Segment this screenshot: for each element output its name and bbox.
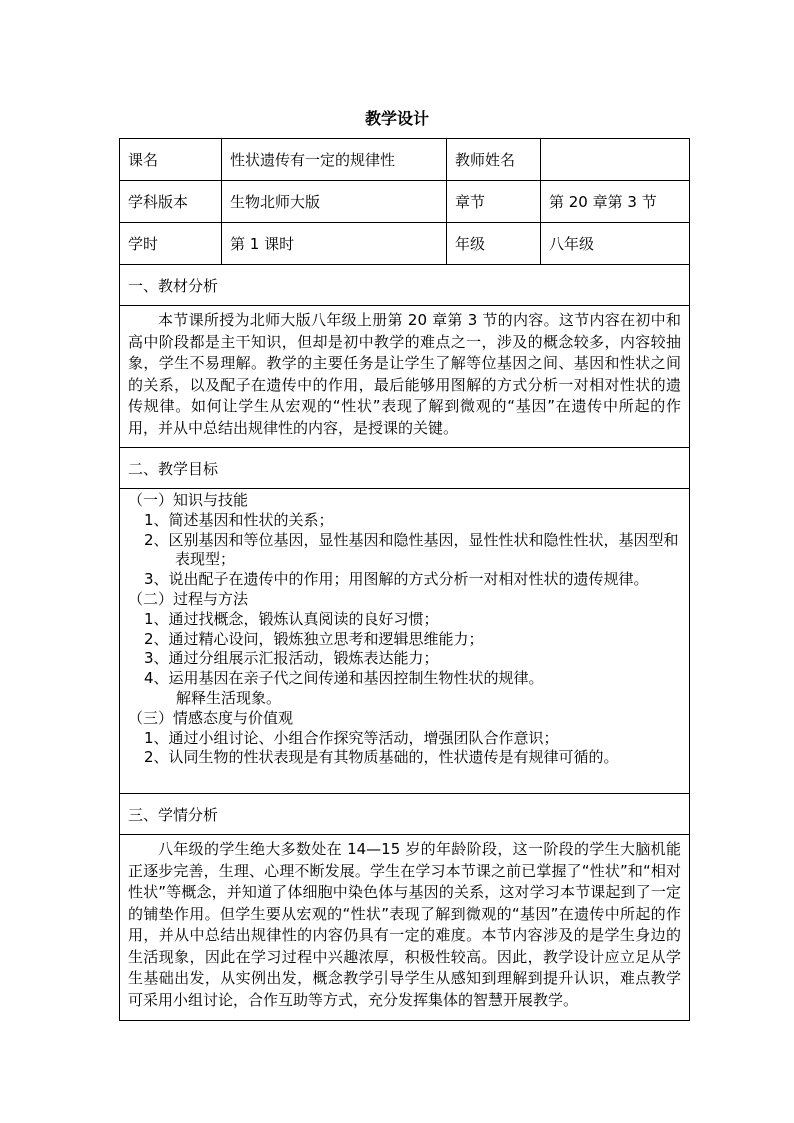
section3-text: 八年级的学生绝大多数处在 14—15 岁的年龄阶段，这一阶段的学生大脑机能正逐步完善，生理、心理不断发展。学生在学习本节课之前已掌握了“性状”和“相对性状”等概念，并知道了体细胞中染色体与基因的关系，这对学习本节课起到了一定的铺垫作用。但学生要从宏观的“性状”表现了解到微观的“基因”在遗传中所起的作用，并从中总结出规律性的内容仍具有一定的难度。本节内容涉及的是学生身边的生活现象，因此在学习过程中兴趣浓厚，积极性较高。因此，教学设计应立足从学生基础出发，从实例出发，概念教学引导学生从感知到理解到提升认识，难点教学可采用小组讨论，合作互助等方式，充分发挥集体的智慧开展教学。 <box>120 835 690 1021</box>
goal-item: 1、通过找概念，锻炼认真阅读的良好习惯； <box>144 609 439 628</box>
section2-header <box>120 448 690 489</box>
goal-item: 2、认同生物的性状表现是有其物质基础的，性状遗传是有规律可循的。 <box>144 748 619 767</box>
section3-title: 三、学情分析 <box>120 794 690 835</box>
period-value: 第 1 课时 <box>222 223 447 265</box>
section1-title: 一、教材分析 <box>120 265 690 306</box>
course-value: 性状遗传有一定的规律性 <box>222 139 447 181</box>
goals-cell <box>120 489 690 794</box>
doc-title: 教学设计 <box>364 109 429 128</box>
section3-body <box>120 835 690 1021</box>
section1-body <box>120 306 690 448</box>
chapter-value: 第 20 章第 3 节 <box>541 181 690 223</box>
chapter-label: 章节 <box>447 181 541 223</box>
row-course <box>120 139 690 181</box>
grade-value: 八年级 <box>541 223 690 265</box>
edition-label: 学科版本 <box>120 181 222 223</box>
section2-body <box>120 489 690 794</box>
goal-group-process-title: （二）过程与方法 <box>128 589 249 608</box>
goal-item: 2、区别基因和等位基因，显性基因和隐性基因，显性性状和隐性性状，基因型和 <box>144 530 679 549</box>
period-label: 学时 <box>120 223 222 265</box>
teacher-value <box>541 139 690 181</box>
goal-group-attitude-title: （三）情感态度与价值观 <box>128 708 294 727</box>
course-label: 课名 <box>120 139 222 181</box>
section2-title: 二、教学目标 <box>120 448 690 489</box>
goal-item: 3、说出配子在遗传中的作用；用图解的方式分析一对相对性状的遗传规律。 <box>144 570 649 589</box>
goal-item-continuation: 解释生活现象。 <box>176 688 282 707</box>
goal-item: 1、通过小组讨论、小组合作探究等活动，增强团队合作意识； <box>144 728 559 747</box>
goal-group-knowledge-title: （一）知识与技能 <box>128 491 249 509</box>
goal-item: 1、简述基因和性状的关系； <box>144 510 334 529</box>
row-edition <box>120 181 690 223</box>
grade-label: 年级 <box>447 223 541 265</box>
goal-item: 4、运用基因在亲子代之间传递和基因控制生物性状的规律。 <box>144 669 544 688</box>
row-period <box>120 223 690 265</box>
teacher-label: 教师姓名 <box>447 139 541 181</box>
goal-item: 2、通过精心设问，锻炼独立思考和逻辑思维能力； <box>144 629 484 648</box>
section3-header <box>120 794 690 835</box>
section1-text: 本节课所授为北师大版八年级上册第 20 章第 3 节的内容。这节内容在初中和高中阶段都是主干知识，但却是初中教学的难点之一，涉及的概念较多，内容较抽象，学生不易理解。教学的主要任务是让学生了解等位基因之间、基因和性状之间的关系，以及配子在遗传中的作用，最后能够用图解的方式分析一对相对性状的遗传规律。如何让学生从宏观的“性状”表现了解到微观的“基因”在遗传中所起的作用，并从中总结出规律性的内容，是授课的关键。 <box>120 306 690 448</box>
goal-item: 3、通过分组展示汇报活动，锻炼表达能力； <box>144 649 439 668</box>
lesson-plan-table <box>119 138 690 1021</box>
section1-header <box>120 265 690 306</box>
goal-item-continuation: 表现型； <box>175 550 236 569</box>
edition-value: 生物北师大版 <box>222 181 447 223</box>
